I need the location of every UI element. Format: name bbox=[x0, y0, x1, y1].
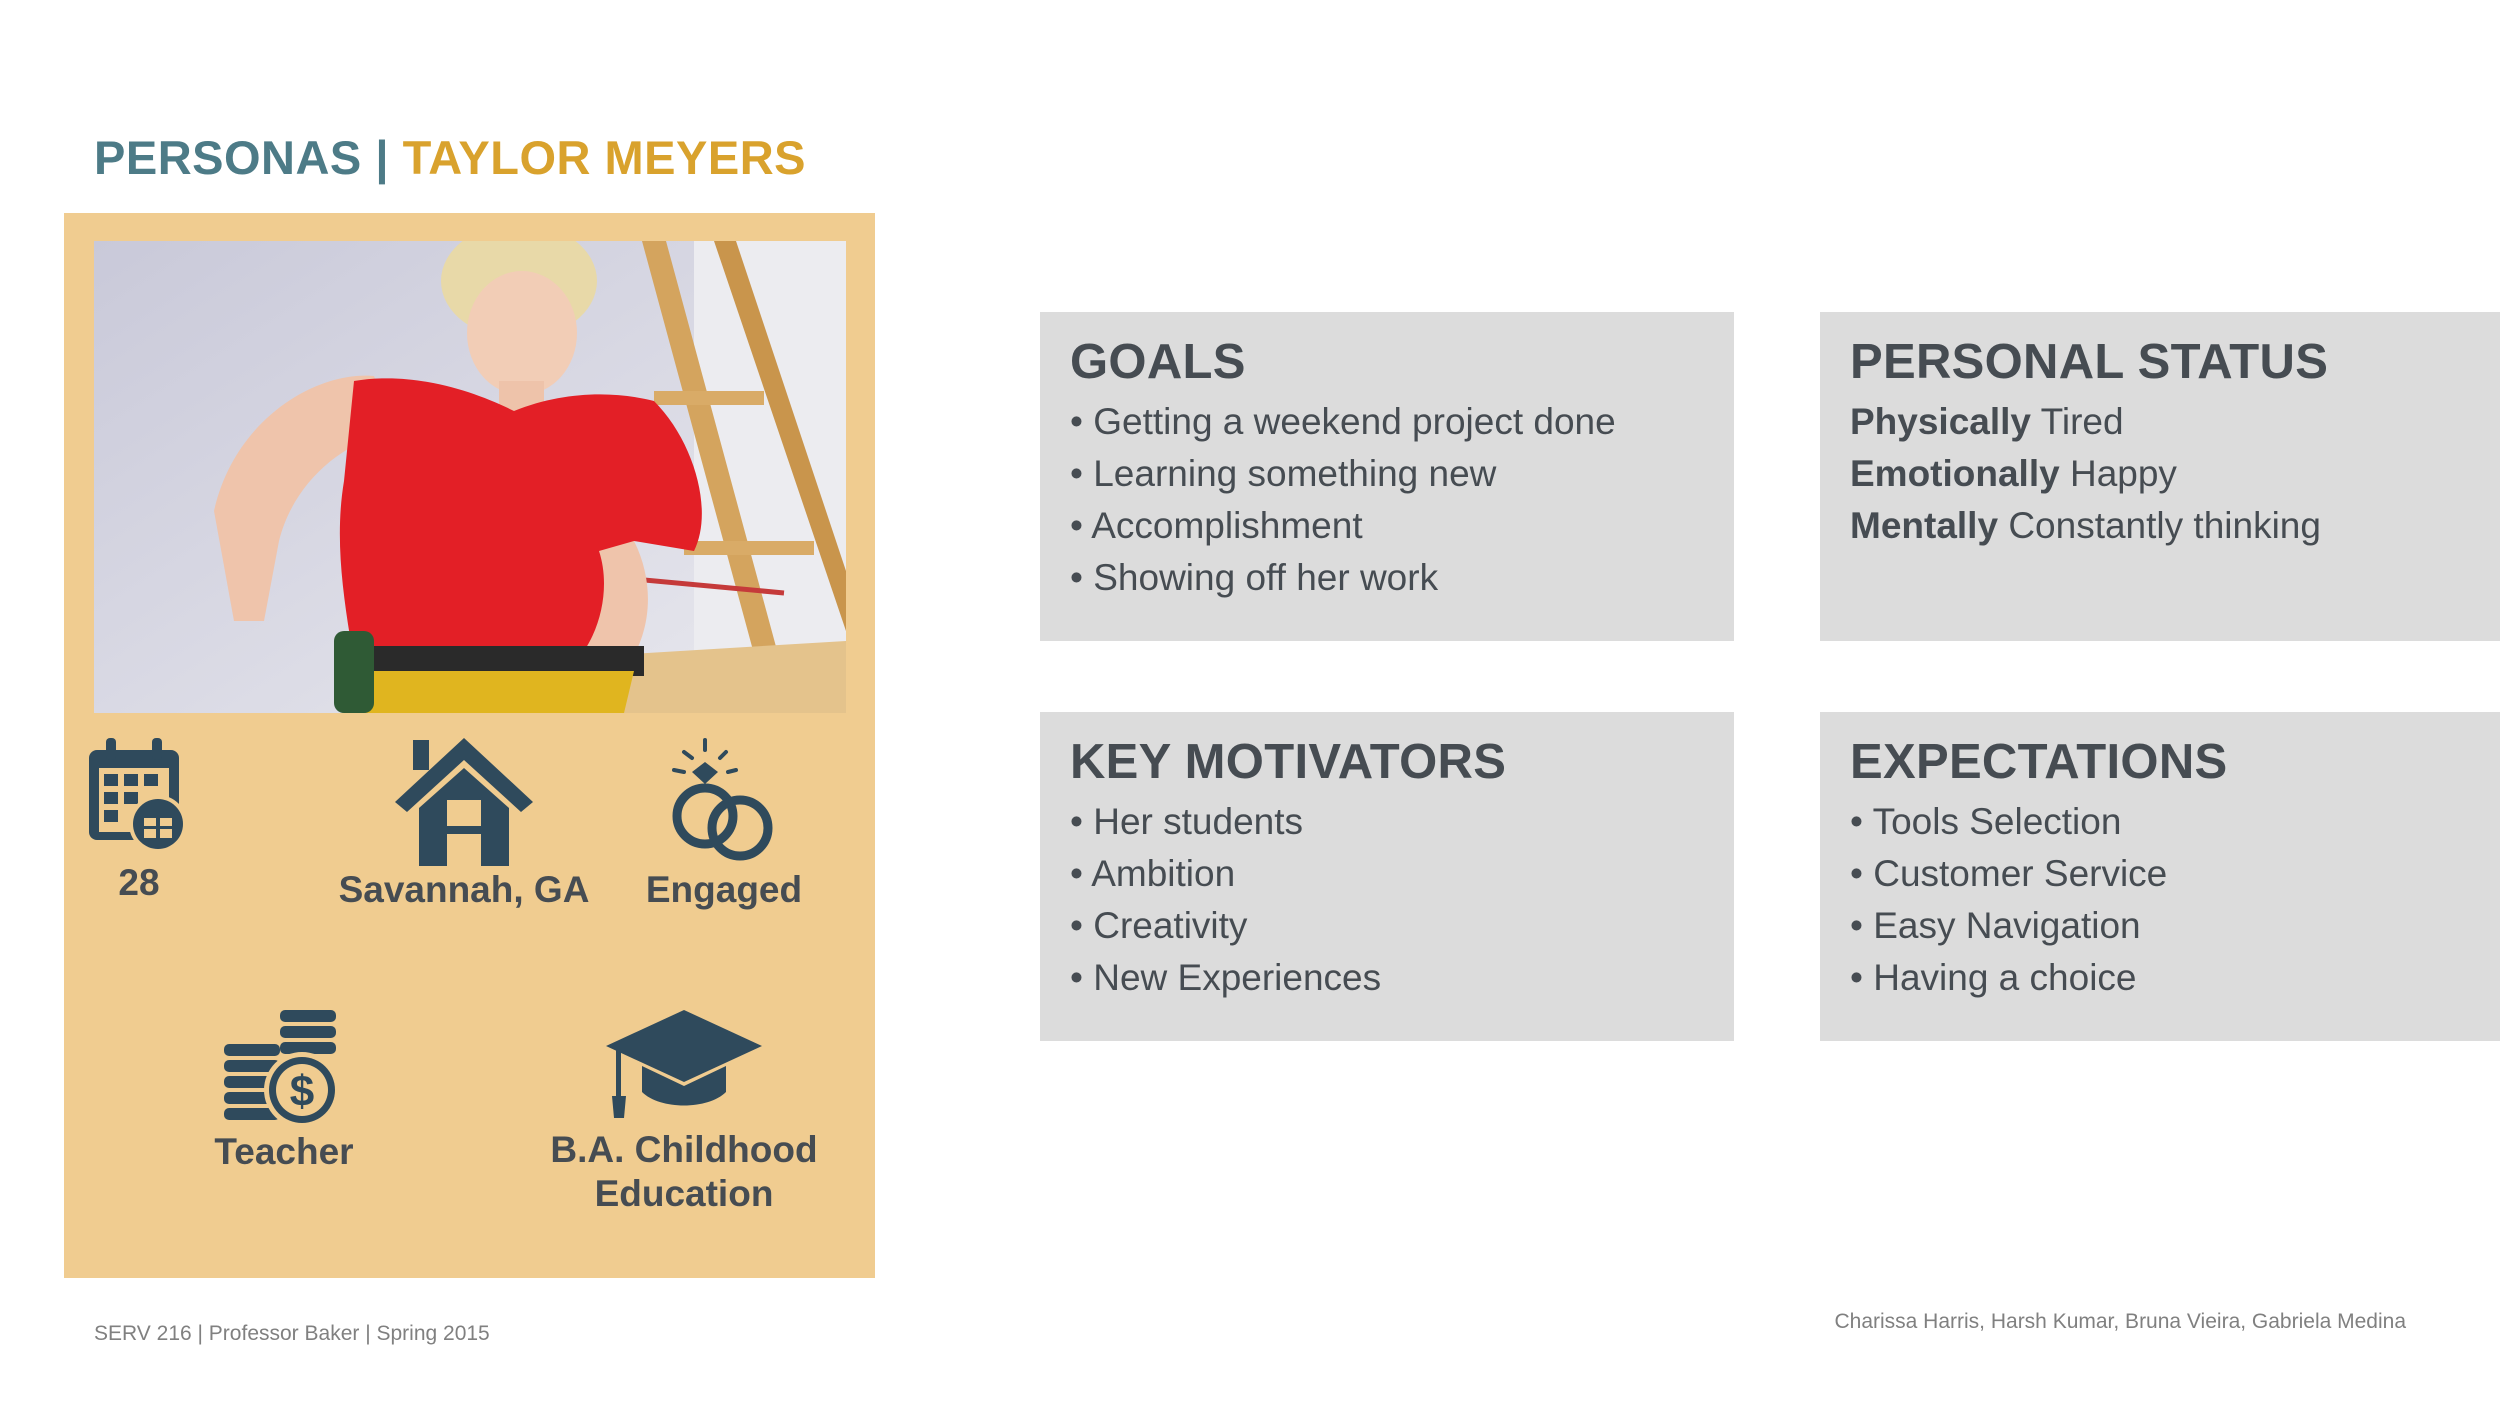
coins-dollar-icon bbox=[222, 1010, 346, 1128]
stat-relationship bbox=[634, 738, 814, 912]
expectations-heading: EXPECTATIONS bbox=[1850, 735, 2228, 789]
graduation-cap-icon bbox=[606, 1010, 762, 1122]
status-key: Emotionally bbox=[1850, 453, 2060, 494]
expectations-box bbox=[1820, 712, 2500, 1041]
list-item: • New Experiences bbox=[1070, 957, 1382, 998]
title-separator: | bbox=[375, 131, 389, 184]
stat-location-label: Savannah, GA bbox=[338, 869, 590, 910]
status-value: Tired bbox=[2031, 401, 2124, 442]
list-item: • Accomplishment bbox=[1070, 505, 1363, 546]
footer-course-info: SERV 216 | Professor Baker | Spring 2015 bbox=[94, 1322, 490, 1345]
house-icon bbox=[395, 738, 533, 866]
list-item bbox=[1850, 396, 2490, 448]
stat-occupation-label: Teacher bbox=[214, 1131, 354, 1172]
list-item: • Showing off her work bbox=[1070, 557, 1439, 598]
personal-status-box bbox=[1820, 312, 2500, 641]
key-motivators-heading: KEY MOTIVATORS bbox=[1070, 735, 1507, 789]
footer-authors: Charissa Harris, Harsh Kumar, Bruna Vieira, Gabriela Medina bbox=[1834, 1310, 2406, 1333]
goals-list bbox=[1070, 396, 1704, 604]
status-key: Physically bbox=[1850, 401, 2032, 442]
stat-age-label: 28 bbox=[118, 862, 160, 903]
status-value: Happy bbox=[2059, 453, 2177, 494]
list-item: • Getting a weekend project done bbox=[1070, 401, 1616, 442]
list-item: • Customer Service bbox=[1850, 853, 2168, 894]
personal-status-list bbox=[1850, 396, 2490, 552]
stat-education-label-line1: B.A. Childhood bbox=[550, 1129, 818, 1170]
key-motivators-list bbox=[1070, 796, 1704, 1004]
list-item: • Having a choice bbox=[1850, 957, 2137, 998]
list-item bbox=[1850, 500, 2490, 552]
list-item: • Easy Navigation bbox=[1850, 905, 2141, 946]
persona-photo-illustration bbox=[94, 241, 846, 713]
list-item: • Creativity bbox=[1070, 905, 1248, 946]
stat-education-label-line2: Education bbox=[594, 1173, 774, 1214]
list-item: • Her students bbox=[1070, 801, 1304, 842]
persona-photo bbox=[94, 241, 846, 713]
rings-icon bbox=[662, 738, 786, 866]
list-item: • Learning something new bbox=[1070, 453, 1497, 494]
stat-location bbox=[314, 738, 614, 912]
calendar-gift-icon bbox=[86, 738, 192, 853]
stat-relationship-label: Engaged bbox=[645, 869, 803, 910]
list-item bbox=[1850, 448, 2490, 500]
expectations-list bbox=[1850, 796, 2490, 1004]
list-item: • Tools Selection bbox=[1850, 801, 2122, 842]
list-item: • Ambition bbox=[1070, 853, 1236, 894]
stat-occupation bbox=[184, 1010, 384, 1174]
personal-status-heading: PERSONAL STATUS bbox=[1850, 335, 2329, 389]
key-motivators-box bbox=[1040, 712, 1734, 1041]
stat-age bbox=[84, 738, 194, 905]
title-persona-name: TAYLOR MEYERS bbox=[402, 131, 807, 184]
stat-education bbox=[524, 1010, 844, 1216]
status-value: Constantly thinking bbox=[1998, 505, 2321, 546]
goals-heading: GOALS bbox=[1070, 335, 1246, 389]
goals-box bbox=[1040, 312, 1734, 641]
persona-card bbox=[64, 213, 875, 1278]
page-title bbox=[94, 130, 806, 185]
status-key: Mentally bbox=[1850, 505, 1999, 546]
svg-text:$: $ bbox=[289, 1067, 315, 1116]
title-personas: PERSONAS bbox=[94, 131, 362, 184]
